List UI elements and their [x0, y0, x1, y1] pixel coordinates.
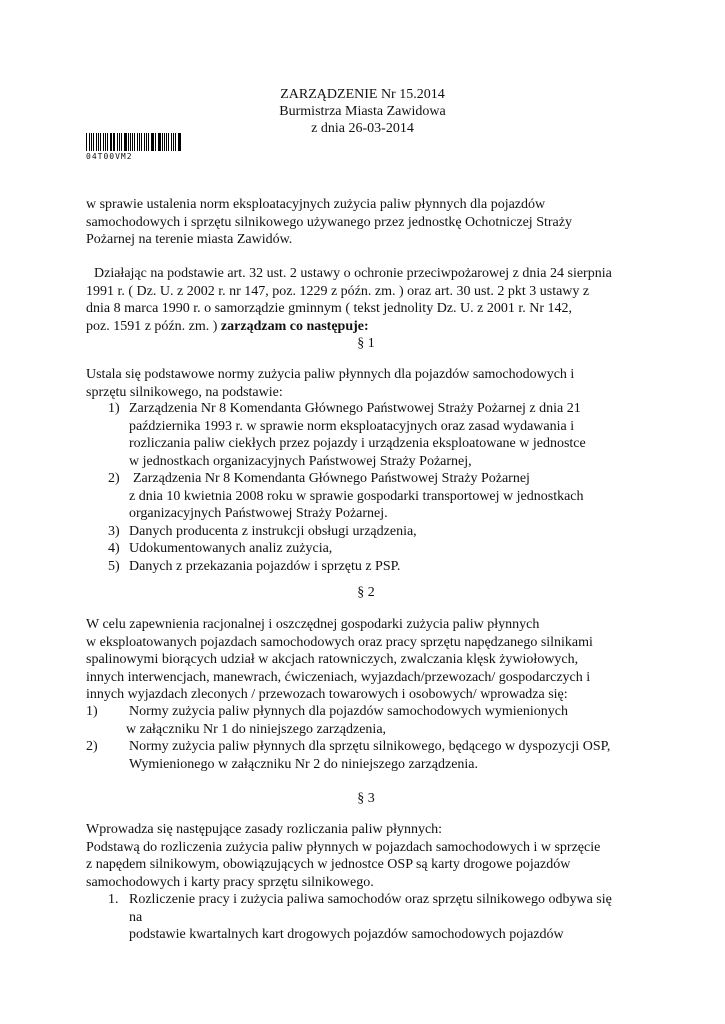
barcode-bar — [98, 133, 99, 151]
list-item — [86, 558, 666, 576]
barcode-bar — [162, 133, 163, 151]
barcode-bar — [141, 133, 142, 151]
item-number: 2) — [86, 739, 98, 754]
intro-line: samochodowych i karty pracy sprzętu silnikowego. — [86, 874, 374, 890]
section3-intro — [86, 821, 646, 891]
barcode-bar — [130, 133, 131, 151]
barcode-bar — [158, 133, 159, 151]
item-line: w załączniku Nr 1 do niniejszego zarządzenia, — [126, 721, 387, 737]
barcode-bars — [86, 133, 182, 151]
section1-intro — [86, 366, 646, 401]
intro-line: Ustala się podstawowe normy zużycia paliw płynnych dla pojazdów samochodowych i — [86, 367, 575, 382]
item-line: Zarządzenia Nr 8 Komendanta Głównego Państwowej Straży Pożarnej z dnia 21 — [129, 401, 581, 416]
barcode-bar — [173, 133, 174, 151]
section2-intro — [86, 616, 646, 704]
barcode-bar — [100, 133, 101, 151]
barcode-bar — [164, 133, 165, 151]
barcode-bar — [144, 133, 145, 151]
intro-line: W celu zapewnienia racjonalnej i oszczędnej gospodarki zużycia paliw płynnych — [86, 617, 540, 632]
intro-line: w eksploatowanych pojazdach samochodowych oraz pracy sprzętu napędzanego silnikami — [86, 634, 593, 650]
barcode-bar — [179, 133, 180, 151]
barcode — [86, 133, 182, 161]
barcode-bar — [113, 133, 114, 151]
barcode-bar — [86, 133, 87, 151]
list-item — [86, 703, 666, 738]
preamble-paragraph — [86, 265, 646, 335]
intro-line: innych wyjazdach zleconych / przewozach towarowych i osobowych/ wprowadza się: — [86, 687, 568, 702]
barcode-bar — [139, 133, 140, 151]
item-number: 1) — [86, 704, 98, 719]
list-item — [86, 523, 666, 541]
item-line: podstawie kwartalnych kart drogowych pojazdów samochodowych pojazdów — [129, 927, 564, 942]
issuer-line: Burmistrza Miasta Zawidowa — [279, 104, 446, 119]
list-item — [86, 738, 666, 773]
preamble-line: dnia 8 marca 1990 r. o samorządzie gminnym ( tekst jednolity Dz. U. z 2001 r. Nr 142, — [86, 301, 573, 316]
list-item — [86, 400, 666, 470]
section-mark-2: § 2 — [357, 585, 375, 600]
item-number: 1) — [108, 401, 120, 416]
item-line: Zarządzenia Nr 8 Komendanta Głównego Państwowej Straży Pożarnej — [133, 471, 530, 486]
barcode-bar — [152, 133, 153, 151]
item-line: w jednostkach organizacyjnych Państwowej Straży Pożarnej, — [129, 453, 472, 469]
barcode-bar — [146, 133, 147, 151]
barcode-bar — [166, 133, 167, 151]
intro-line: Wprowadza się następujące zasady rozliczania paliw płynnych: — [86, 822, 443, 837]
barcode-bar — [124, 133, 125, 151]
barcode-bar — [121, 133, 122, 151]
item-number: 1. — [108, 892, 119, 907]
barcode-bar — [110, 133, 111, 151]
item-line: Rozliczenie pracy i zużycia paliwa samochodów oraz sprzętu silnikowego odbywa się — [129, 892, 612, 907]
item-line: Normy zużycia paliw płynnych dla sprzętu silnikowego, będącego w dyspozycji OSP, — [129, 739, 611, 754]
barcode-text: 04T00VM2 — [86, 152, 133, 161]
barcode-bar — [168, 133, 169, 151]
barcode-bar — [119, 133, 120, 151]
list-item — [86, 470, 666, 523]
item-number: 3) — [108, 523, 120, 539]
subject-line: w sprawie ustalenia norm eksploatacyjnych zużycia paliw płynnych dla pojazdów — [86, 197, 546, 212]
item-number: 2) — [108, 471, 120, 486]
ordinance-title: ZARZĄDZENIE Nr 15.2014 — [280, 87, 445, 102]
item-line: organizacyjnych Państwowej Straży Pożarnej. — [129, 506, 388, 521]
item-line: Normy zużycia paliw płynnych dla pojazdów samochodowych wymienionych — [129, 704, 568, 719]
item-number: 5) — [108, 558, 120, 574]
item-number: 4) — [108, 541, 120, 556]
intro-line: spalinowymi biorących udział w akcjach ratowniczych, zwalczania klęsk żywiołowych, — [86, 652, 579, 667]
barcode-bar — [91, 133, 92, 151]
section3-list — [86, 891, 666, 944]
subject-line: samochodowych i sprzętu silnikowego używanego przez jednostkę Ochotniczej Straży — [86, 214, 572, 230]
barcode-bar — [107, 133, 108, 151]
barcode-bar — [128, 133, 129, 151]
date-line: z dnia 26-03-2014 — [311, 121, 414, 136]
barcode-bar — [134, 133, 135, 151]
barcode-bar — [93, 133, 94, 151]
item-line: Danych producenta z instrukcji obsługi urządzenia, — [129, 523, 417, 539]
item-line: rozliczania paliw ciekłych przez pojazdy i urządzenia eksploatowane w jednostce — [129, 436, 586, 451]
item-line: Danych z przekazania pojazdów i sprzętu z PSP. — [129, 558, 401, 574]
barcode-bar — [96, 133, 97, 151]
barcode-bar — [178, 133, 179, 151]
intro-line: innych interwencjach, manewrach, ćwiczeniach, wyjazdach/przewozach/ gospodarczych i — [86, 669, 591, 685]
section-mark-3: § 3 — [357, 791, 375, 806]
list-item — [86, 891, 666, 944]
section1-list — [86, 400, 666, 575]
barcode-bar — [105, 133, 106, 151]
preamble-bold: zarządzam co następuje: — [220, 318, 369, 334]
barcode-bar — [111, 133, 112, 151]
barcode-bar — [155, 133, 156, 151]
document-header — [230, 86, 495, 137]
intro-line: Podstawą do rozliczenia zużycia paliw płynnych w pojazdach samochodowych i w sprzęcie — [86, 839, 601, 855]
section-mark-1: § 1 — [357, 336, 375, 351]
barcode-bar — [151, 133, 152, 151]
barcode-bar — [117, 133, 118, 151]
intro-line: z napędem silnikowym, obowiązujących w jednostce OSP są karty drogowe pojazdów — [86, 857, 571, 872]
section2-list — [86, 703, 666, 773]
barcode-bar — [125, 133, 126, 151]
preamble-line — [86, 318, 646, 336]
item-line: z dnia 10 kwietnia 2008 roku w sprawie gospodarki transportowej w jednostkach — [129, 488, 584, 504]
subject-line: Pożarnej na terenie miasta Zawidów. — [86, 232, 293, 247]
barcode-bar — [137, 133, 138, 151]
subject-paragraph — [86, 196, 646, 249]
preamble-line: 1991 r. ( Dz. U. z 2002 r. nr 147, poz. 1229 z późn. zm. ) oraz art. 30 ust. 2 pkt 3 ustawy z — [86, 283, 590, 299]
barcode-bar — [89, 133, 90, 151]
barcode-bar — [171, 133, 172, 151]
barcode-bar — [132, 133, 133, 151]
barcode-bar — [148, 133, 149, 151]
barcode-bar — [175, 133, 176, 151]
barcode-bar — [103, 133, 104, 151]
intro-line: sprzętu silnikowego, na podstawie: — [86, 384, 283, 400]
item-line: Wymienionego w załączniku Nr 2 do niniejszego zarządzenia. — [129, 756, 479, 772]
item-line: Udokumentowanych analiz zużycia, — [129, 541, 333, 556]
preamble-line: Działając na podstawie art. 32 ust. 2 ustawy o ochronie przeciwpożarowej z dnia 24 sierpnia — [94, 266, 612, 281]
preamble-text: poz. 1591 z późn. zm. ) — [86, 318, 218, 334]
item-line: października 1993 r. w sprawie norm eksploatacyjnych oraz zasad wydawania i — [129, 418, 575, 434]
list-item — [86, 540, 666, 558]
item-line: na — [129, 909, 143, 925]
barcode-bar — [159, 133, 160, 151]
